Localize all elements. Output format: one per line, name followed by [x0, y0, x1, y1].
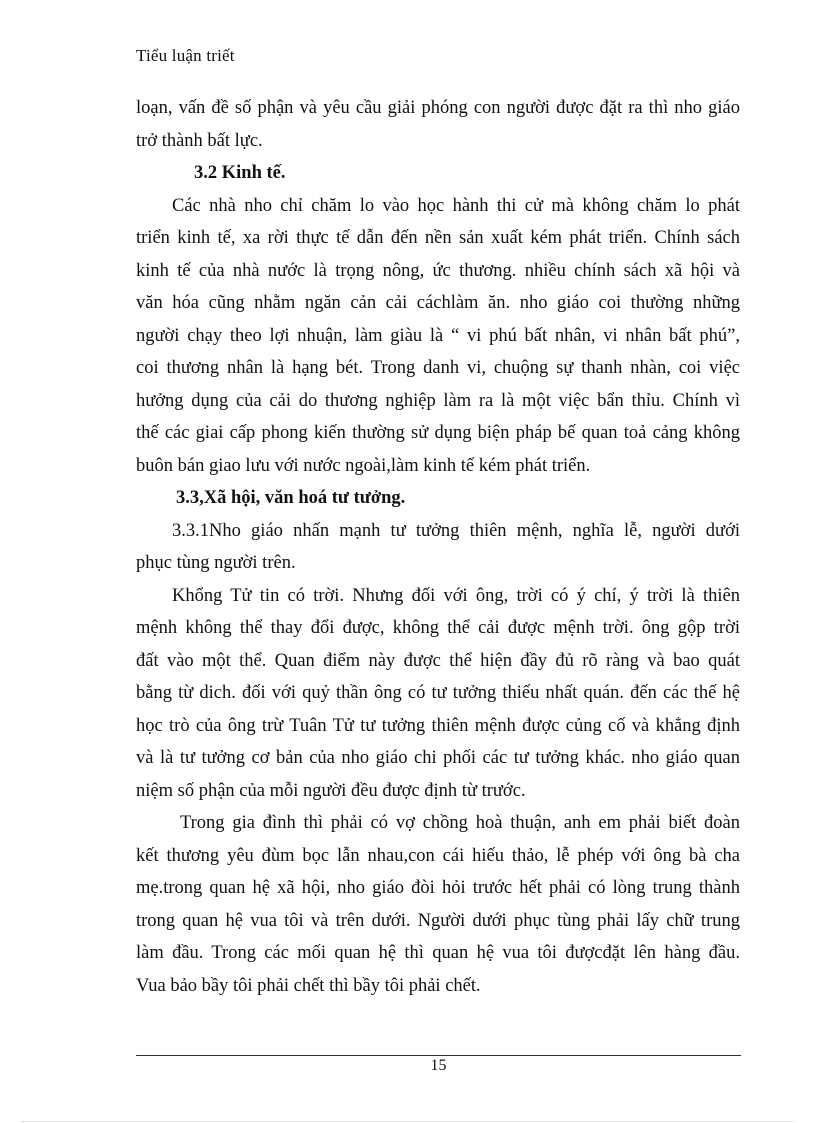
body-line: văn hóa cũng nhằm ngăn cản cải cáchlàm ăn. nho giáo coi thường những — [136, 293, 740, 313]
body-line: đất vào một thể. Quan điểm này được thể hiện đầy đủ rõ ràng và bao quát — [136, 650, 740, 671]
body-line: thế các giai cấp phong kiến thường sử dụng biện pháp bế quan toả cảng không — [136, 423, 740, 443]
body-line: buôn bán giao lưu với nước ngoài,làm kinh tế kém phát triển. — [136, 455, 591, 476]
body-line: kinh tế của nhà nước là trọng nông, ức thương. nhiều chính sách xã hội và — [136, 260, 740, 281]
body-line: trở thành bất lực. — [136, 130, 263, 151]
body-line: Khổng Tử tin có trời. Nhưng đối với ông, trời có ý chí, ý trời là thiên — [172, 585, 740, 606]
body-line: loạn, vấn đề số phận và yêu cầu giải phóng con người được đặt ra thì nho giáo — [136, 98, 740, 118]
body-line: và là tư tưởng cơ bản của nho giáo chi phối các tư tưởng khác. nho giáo quan — [136, 748, 740, 768]
body-line: coi thương nhân là hạng bét. Trong danh vi, chuộng sự thanh nhàn, coi việc — [136, 358, 740, 378]
body-line: hưởng dụng của cải do thương nghiệp làm ra là một việc bẩn thỉu. Chính vì — [136, 390, 740, 411]
body-line: phục tùng người trên. — [136, 553, 296, 573]
body-line: người chạy theo lợi nhuận, làm giàu là “ vi phú bất nhân, vi nhân bất phú”, — [136, 325, 740, 346]
body-line: mẹ.trong quan hệ xã hội, nho giáo đòi hỏi trước hết phải có lòng trung thành — [136, 878, 740, 898]
body-line: trong quan hệ vua tôi và trên dưới. Người dưới phục tùng phải lấy chữ trung — [136, 910, 740, 931]
body-line: kết thương yêu đùm bọc lẫn nhau,con cái hiếu thảo, lễ phép với ông bà cha — [136, 845, 740, 866]
body-line: học trò của ông trừ Tuân Tử tư tưởng thiên mệnh được củng cố và khẳng định — [136, 715, 740, 736]
section-heading-economy: 3.2 Kinh tế. — [194, 163, 286, 183]
body-line: Trong gia đình thì phải có vợ chồng hoà thuận, anh em phải biết đoàn — [180, 813, 740, 833]
body-line: bằng từ dich. đối với quỷ thần ông có tư tưởng thiếu nhất quán. đến các thế hệ — [136, 683, 740, 703]
body-line: Vua bảo bầy tôi phải chết thì bầy tôi phải chết. — [136, 975, 481, 996]
page-number: 15 — [430, 1057, 447, 1074]
running-header: Tiểu luận triết — [136, 46, 235, 65]
page-edge — [22, 1121, 794, 1122]
body-line: làm đầu. Trong các mối quan hệ thì quan hệ vua tôi đượcđặt lên hàng đầu. — [136, 943, 740, 963]
body-line: 3.3.1Nho giáo nhấn mạnh tư tưởng thiên mệnh, nghĩa lễ, người dưới — [172, 520, 740, 541]
body-line: triển kinh tế, xa rời thực tế dẫn đến nền sản xuất kém phát triển. Chính sách — [136, 228, 740, 248]
body-line: Các nhà nho chỉ chăm lo vào học hành thi cử mà không chăm lo phát — [172, 195, 740, 216]
footer-rule — [136, 1055, 741, 1056]
section-heading-society-culture: 3.3,Xã hội, văn hoá tư tưởng. — [176, 488, 406, 508]
body-line: niệm số phận của mỗi người đều được định từ trước. — [136, 780, 526, 801]
body-line: mệnh không thể thay đổi được, không thể cải được mệnh trời. ông gộp trời — [136, 618, 740, 638]
page-body — [136, 92, 740, 1002]
